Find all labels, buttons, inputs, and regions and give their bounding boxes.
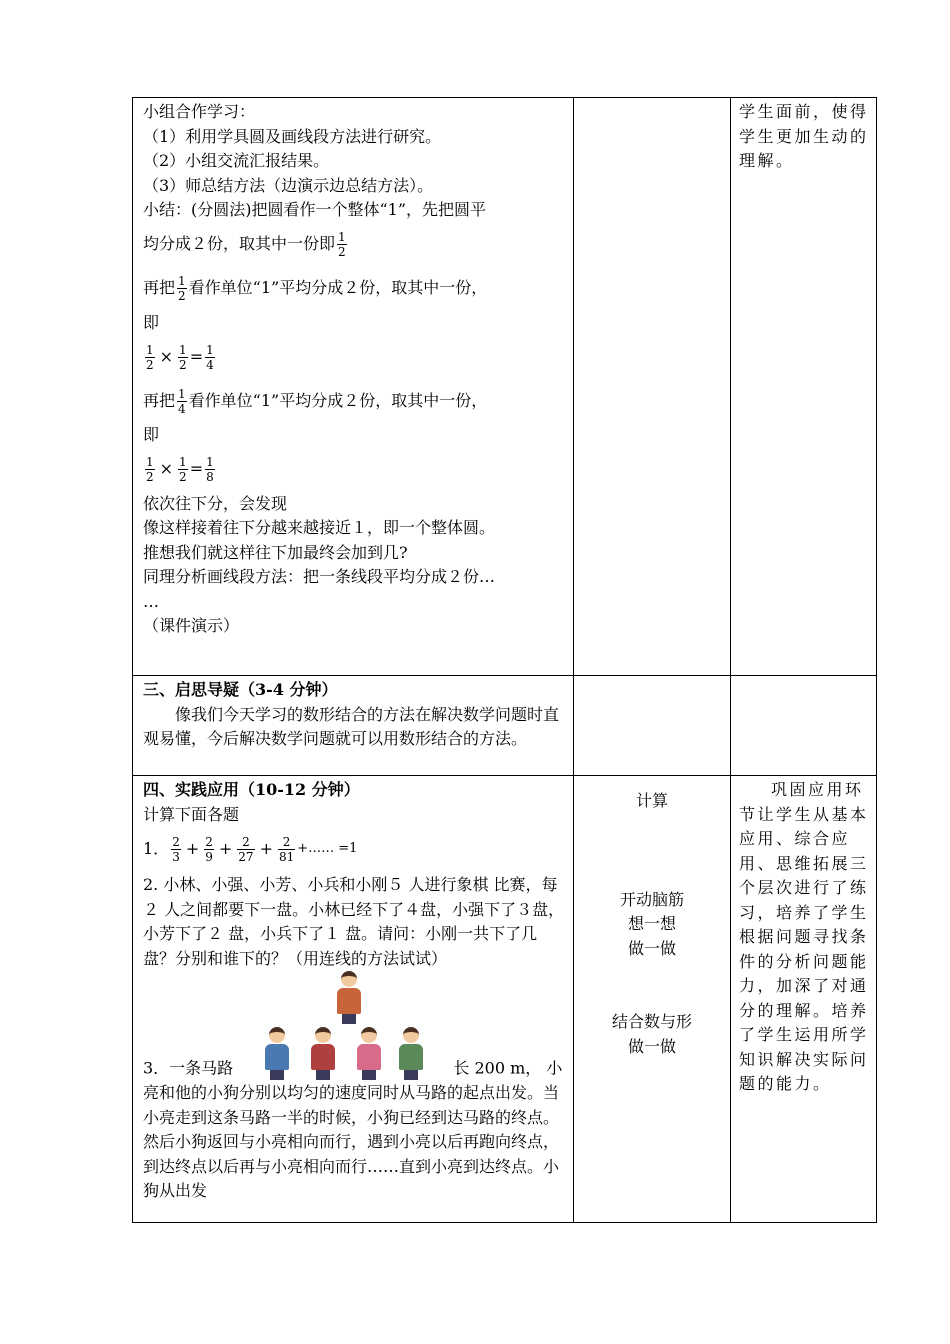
equals-sign: =: [189, 346, 204, 366]
numerator: 2: [237, 835, 254, 850]
plus-sign: +: [185, 838, 200, 858]
fraction: [177, 387, 187, 416]
design-intent-text: 学生面前，使得学生更加生动的理解。: [739, 102, 869, 170]
text-span: 看作单位“1”平均分成２份，取其中一份，: [188, 390, 488, 410]
denominator: 2: [178, 289, 186, 303]
activity-cell: [133, 776, 574, 1223]
design-intent-cell: [731, 776, 877, 1223]
text-span: 长 200 m，: [453, 1058, 542, 1078]
question-number: 1．: [143, 838, 170, 858]
numerator: 1: [146, 342, 154, 357]
denominator: 2: [179, 357, 187, 372]
denominator: 81: [278, 849, 295, 864]
text-line: 计算下面各题: [143, 804, 240, 824]
lesson-plan-table: [132, 97, 877, 1223]
activity-cell: [133, 98, 574, 676]
times-sign: ×: [159, 459, 174, 479]
denominator: 3: [172, 849, 180, 864]
text-line: 同理分析画线段方法：把一条线段平均分成２份…: [143, 567, 496, 586]
text-line: [143, 223, 565, 267]
table-row: [133, 676, 877, 776]
text-span: 3．一条马路: [143, 1058, 234, 1078]
text-span: 均分成２份，取其中一份即: [143, 234, 336, 254]
text-line: （2）小组交流汇报结果。: [143, 151, 330, 170]
text-span: 小亮和他的小狗分别以均匀的速度同时从马路的起点出发。当小亮走到这条马路一半的时候，小狗已经到达马路的终点。然后小狗返回与小亮相向而行，遇到小亮以后再跑向终点，到达终点以后再与小亮相向而行……直到小亮到达终点。小狗从出发: [143, 1058, 563, 1200]
equals-sign: =: [189, 459, 204, 479]
fraction: [145, 455, 155, 484]
child-figure: [356, 1027, 382, 1080]
equation: [143, 448, 565, 492]
text-line: （1）利用学具圆及画线段方法进行研究。: [143, 126, 442, 146]
text-line: 小组合作学习：: [143, 102, 256, 121]
fraction: [171, 835, 181, 864]
denominator: 2: [338, 245, 346, 259]
text-line: （3）师总结方法（边演示边总结方法）。: [143, 175, 434, 195]
fraction: [204, 835, 214, 864]
method-notes: [574, 776, 730, 1059]
numerator: 2: [278, 835, 295, 850]
denominator: 27: [238, 849, 254, 864]
fraction: [178, 343, 188, 372]
text-line: 像这样接着往下分越来越接近１，即一个整体圆。: [143, 518, 496, 537]
fraction: [237, 835, 254, 864]
numerator: 2: [172, 834, 180, 849]
section-heading: 三、启思导疑（3-4 分钟）: [143, 680, 338, 699]
text-span: 再把: [143, 278, 176, 298]
method-cell: [574, 776, 731, 1223]
fraction: [205, 455, 215, 484]
fraction: [178, 455, 188, 484]
method-cell: [574, 676, 731, 776]
numerator: 1: [146, 455, 154, 469]
denominator: 2: [146, 357, 154, 372]
child-figure: [336, 971, 362, 1024]
text-line: 即: [143, 312, 160, 332]
numerator: 2: [205, 834, 213, 849]
fraction: [177, 274, 187, 303]
fraction: [205, 343, 215, 372]
section-text: 像我们今天学习的数形结合的方法在解决数学问题时直观易懂，今后解决数学问题就可以用数形结合的方法。: [143, 704, 560, 748]
question-2: 2. 小林、小强、小芳、小兵和小刚５ 人进行象棋 比赛，每２ 人之间都要下一盘。小林已经下了４盘，小强下了３盘，小芳下了２ 盘，小兵下了１ 盘。请问：小刚一共下了几盘？分别和谁下的？（用连线的方法试试）: [143, 875, 565, 968]
method-label: 结合数与形: [611, 1012, 692, 1031]
table-row: [133, 98, 877, 676]
fraction: [145, 343, 155, 372]
text-line: 依次往下分，会发现: [143, 493, 288, 513]
numerator: 1: [178, 274, 186, 288]
numerator: 1: [179, 342, 187, 357]
design-intent-cell: [731, 98, 877, 676]
text-line: [143, 379, 565, 423]
method-label: 做一做: [627, 1036, 676, 1056]
child-figure: [398, 1027, 424, 1080]
text-line: [143, 267, 565, 311]
numerator: 1: [178, 386, 186, 401]
numerator: 1: [206, 342, 214, 357]
method-label: 计算: [635, 791, 668, 810]
numerator: 1: [206, 455, 214, 469]
fraction: [337, 230, 347, 259]
series-tail: +…… =1: [297, 840, 358, 856]
children-illustration: [238, 971, 448, 1081]
plus-sign: +: [218, 838, 233, 858]
text-line: 即: [143, 425, 160, 444]
text-line: …: [143, 591, 159, 611]
numerator: 1: [338, 230, 346, 244]
times-sign: ×: [159, 346, 174, 366]
denominator: 9: [205, 849, 213, 864]
section-heading: 四、实践应用（10-12 分钟）: [143, 780, 360, 799]
method-label: 做一做: [627, 938, 676, 958]
numerator: 1: [179, 455, 187, 469]
activity-cell: [133, 676, 574, 776]
text-span: 看作单位“1”平均分成２份，取其中一份，: [188, 278, 488, 298]
plus-sign: +: [259, 838, 273, 858]
method-cell: [574, 98, 731, 676]
method-label: 想一想: [627, 914, 676, 933]
denominator: 8: [206, 470, 214, 484]
text-line: （课件演示）: [143, 616, 240, 635]
question-3: [143, 971, 565, 1204]
denominator: 4: [206, 357, 214, 372]
table-row: [133, 776, 877, 1223]
denominator: 2: [146, 470, 154, 484]
child-figure: [310, 1027, 336, 1080]
child-figure: [264, 1027, 290, 1080]
denominator: 2: [179, 470, 187, 484]
fraction: [278, 835, 295, 864]
design-intent-cell: [731, 676, 877, 776]
denominator: 4: [178, 401, 186, 416]
method-label: 开动脑筋: [619, 889, 684, 909]
design-intent-text: 巩固应用环节让学生从基本应用、综合应用、思维拓展三个层次进行了练习，培养了学生根据问题寻找条件的分析问题能力，加深了对通分的理解。培养了学生运用所学知识解决实际问题的能力。: [739, 780, 869, 1093]
equation: [143, 335, 565, 379]
text-line: 小结：(分圆法)把圆看作一个整体“1”，先把圆平: [143, 200, 487, 219]
question-1: [143, 827, 565, 871]
text-span: 再把: [143, 390, 176, 410]
text-line: 推想我们就这样往下加最终会加到几?: [143, 542, 408, 562]
